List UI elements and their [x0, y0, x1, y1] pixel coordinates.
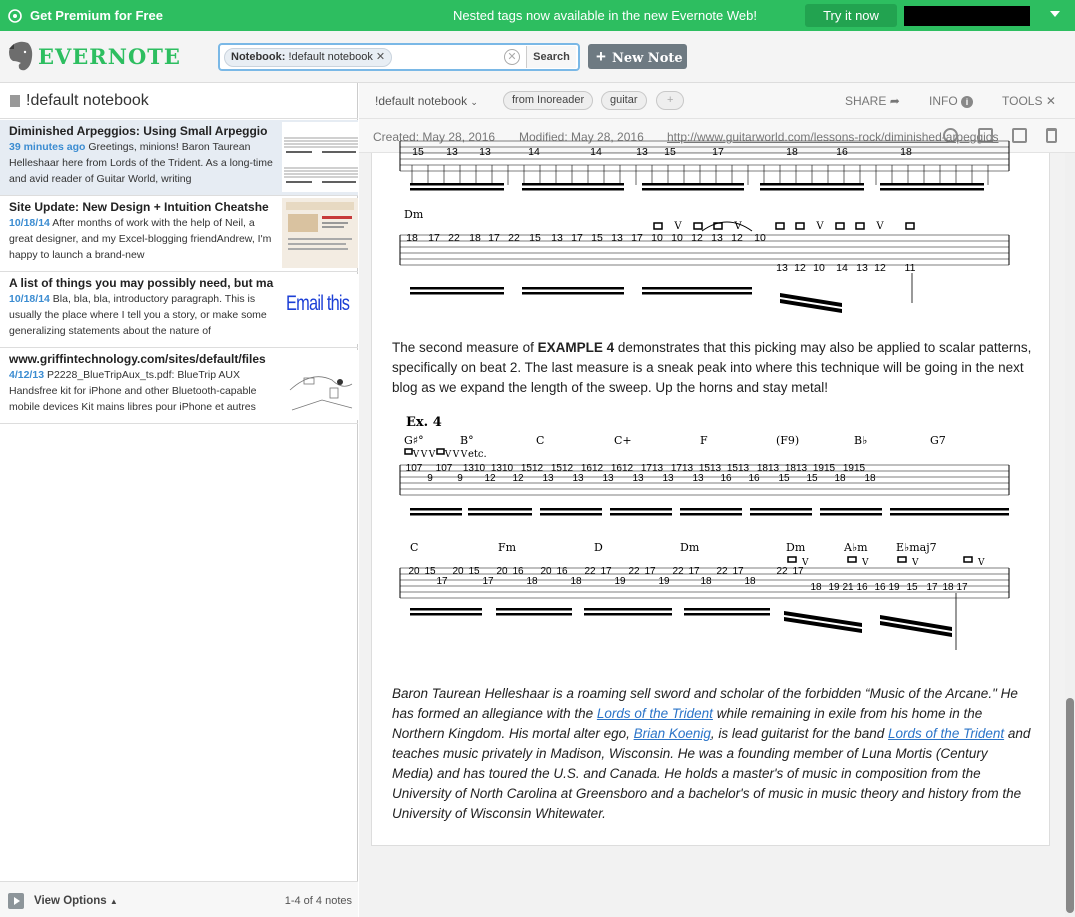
tab1-fret: 13 [611, 232, 623, 244]
view-options-label: View Options [34, 895, 107, 907]
tab2-pick-up: V [460, 450, 468, 460]
tab3-fret: 22 [672, 566, 684, 577]
tab3-fret: 17 [688, 566, 700, 577]
lords-of-trident-link-2[interactable]: Lords of the Trident [888, 726, 1005, 741]
info-icon: i [961, 96, 973, 108]
tab3-pick-up: V [862, 558, 869, 568]
tab2-beam [610, 508, 672, 511]
tab2-fret: 13 [602, 473, 614, 484]
tab3-fret: 17 [436, 576, 448, 587]
tab3-chord-label: Dm [786, 541, 806, 554]
note-count: 1-4 of 4 notes [284, 895, 352, 907]
tab1-pick-up: V [674, 221, 682, 232]
notebook-header [0, 83, 358, 119]
note-list-panel [0, 83, 358, 917]
tab3-fret: 17 [600, 566, 612, 577]
tab3-fret: 20 [496, 566, 508, 577]
note-snippet-text: Bla, bla, bla, introductory paragraph. This is usually the place where I tell you a story, or make some generalizing statements about the nature of [9, 293, 267, 337]
get-premium-label: Get Premium for Free [30, 8, 163, 23]
tab2-pick-down [437, 449, 444, 454]
tab2-fret: 1713 [670, 463, 694, 474]
tab1-fret: 12 [731, 232, 743, 244]
try-it-now-button[interactable]: Try it now [805, 4, 897, 27]
note-date: 10/18/14 [9, 217, 50, 229]
tab1-fret: 17 [488, 232, 500, 244]
tab3-fret: 20 [540, 566, 552, 577]
app-header [0, 31, 1075, 83]
created-date: Created: May 28, 2016 [373, 130, 496, 144]
tab2-pick-up: V [452, 450, 460, 460]
tab0-fret: 18 [786, 146, 798, 158]
tab1-slur [702, 222, 752, 231]
tab3-fret: 18 [526, 576, 538, 587]
tab2-fret: 1513 [698, 463, 722, 474]
tab1-fret: 22 [508, 232, 520, 244]
notebook-filter-tag[interactable] [224, 48, 392, 67]
tab2-fret: 9 [457, 473, 463, 484]
tab2-fret: 13 [572, 473, 584, 484]
note-snippet [9, 139, 279, 187]
tab3-fret: 16 [512, 566, 524, 577]
tab2-chord-label: G♯° [404, 434, 424, 447]
tab3-beam [410, 613, 482, 616]
tab1-beam [642, 292, 752, 295]
tab1-fret: 12 [874, 262, 886, 274]
tab1-fret: 10 [671, 232, 683, 244]
tab3-fret: 22 [776, 566, 788, 577]
tab3-fret: 16 [556, 566, 568, 577]
tab0-fret: 13 [479, 146, 491, 158]
tab2-fret: 16 [748, 473, 760, 484]
share-arrow-icon: ➦ [889, 94, 900, 108]
tab3-beam [684, 608, 770, 611]
tab0-beam [522, 188, 624, 191]
author-bio: Baron Taurean Helleshaar is a roaming sell sword and scholar of the forbidden “Music of the Arcane." He has formed an allegiance with the Lords of the Trident while remaining in exile from his home in the Northern Kingdom. His mortal alter ego, Brian Koenig, is lead guitarist for the band Lords of the Trident and teaches music privately in Madison, Wisconsin. He was a founding member of Luna Mortis (Century Media) and has toured the U.S. and Canada. He holds a master's of music in composition from the University of North Carolina at Greensboro and a bachelor's of music in music theory and history from the University of Wisconsin Whitewater. [392, 686, 1031, 821]
tab1-beam [642, 287, 752, 290]
tab1-fret: 13 [711, 232, 723, 244]
tab1-pick-down [906, 223, 914, 229]
tab3-chord-label: C [410, 541, 419, 554]
tab1-beam [522, 287, 624, 290]
new-note-label: New Note [611, 51, 683, 66]
tab3-fret: 22 [584, 566, 596, 577]
info-label: INFO [929, 94, 958, 108]
note-snippet-text: After months of work with the help of Neil, a great designer, and my Excel-blogging friendAndrew, I'm happy to launch a brand-new [9, 217, 272, 261]
tab1-pick-down [836, 223, 844, 229]
note-thumbnail [282, 122, 358, 192]
note-thumbnail [282, 198, 358, 268]
clear-search-icon[interactable]: ✕ [504, 49, 520, 65]
view-options-icon[interactable] [8, 893, 24, 909]
share-label: SHARE [845, 94, 887, 108]
note-title: Diminished Arpeggios: Using Small Arpeggio [9, 124, 268, 138]
tab1-pick-down [654, 223, 662, 229]
tab2-beam [750, 513, 812, 516]
tab3-fret: 17 [482, 576, 494, 587]
note-thumbnail [282, 274, 358, 344]
tab3-fret: 22 [716, 566, 728, 577]
tab0-fret: 14 [590, 146, 602, 158]
tab2-fret: 107 [435, 463, 453, 474]
tab3-beam [684, 613, 770, 616]
note-thumbnail [282, 350, 358, 420]
note-snippet [9, 367, 279, 415]
tab2-fret: 12 [512, 473, 524, 484]
tab2-fret: 1813 [756, 463, 780, 474]
tab1-fret: 13 [551, 232, 563, 244]
tab2-fret: 1513 [726, 463, 750, 474]
notebook-icon [10, 95, 20, 107]
tab2-chord-label: B° [460, 434, 474, 447]
tab3-fret: 19 [888, 582, 900, 593]
tab3-chord-label: D [594, 541, 603, 554]
tab2-beam [468, 508, 532, 511]
tab2-fret: 13 [632, 473, 644, 484]
tab0-fret: 16 [836, 146, 848, 158]
tab1-chord-label: Dm [404, 208, 424, 221]
tab1-fret: 17 [428, 232, 440, 244]
note-toolbar [359, 83, 1075, 119]
tab3-chord-label: Dm [680, 541, 700, 554]
tab3-fret: 17 [644, 566, 656, 577]
tab2-example-label: Ex. 4 [406, 415, 442, 430]
note-editor-panel [359, 83, 1075, 917]
tab3-fret: 20 [452, 566, 464, 577]
tab3-pick-up: V [802, 558, 809, 568]
tab3-fret: 17 [792, 566, 804, 577]
scrollbar-thumb[interactable] [1066, 698, 1074, 913]
tab3-fret: 16 [874, 582, 886, 593]
tab0-beam [410, 183, 504, 186]
view-options-button[interactable] [34, 895, 118, 907]
tab2-fret: 1512 [550, 463, 574, 474]
tools-label: TOOLS [1002, 94, 1043, 108]
tab2-fret: 18 [864, 473, 876, 484]
tab0-fret: 15 [412, 146, 424, 158]
search-box[interactable] [218, 43, 580, 71]
tab1-fret: 18 [469, 232, 481, 244]
tab2-chord-label: C+ [614, 434, 632, 447]
note-content [371, 146, 1050, 846]
tab1-fret: 11 [904, 262, 916, 274]
tab3-pick-down [898, 557, 906, 562]
note-date: 4/12/13 [9, 369, 45, 381]
note-snippet-text: Greetings, minions! Baron Taurean Helleshaar here from Lords of the Trident. As a long-time and avid reader of Guitar World, writing [9, 141, 273, 185]
close-icon[interactable]: ✕ [1045, 94, 1056, 108]
tab2-fret: 13 [542, 473, 554, 484]
tab3-fret: 17 [956, 582, 968, 593]
lords-of-trident-link[interactable]: Lords of the Trident [596, 706, 713, 721]
tab1-pick-down [796, 223, 804, 229]
tab2-pick-up: V [420, 450, 428, 460]
caret-up-icon: ▲ [109, 897, 118, 906]
remove-filter-icon[interactable]: ✕ [375, 51, 386, 63]
share-button[interactable] [845, 94, 900, 108]
tab0-fret: 13 [446, 146, 458, 158]
tab3-pick-down [848, 557, 856, 562]
tab3-pick-down [788, 557, 796, 562]
tab2-beam [890, 508, 1009, 511]
tab3-beam [584, 608, 672, 611]
tab3-chord-label: A♭m [844, 541, 868, 554]
tab2-chord-label: F [700, 434, 708, 447]
tab3-fret: 19 [658, 576, 670, 587]
elephant-logo-icon [8, 40, 34, 72]
tab2-pick-up: V [412, 450, 420, 460]
notebook-selector-label: !default notebook [375, 94, 468, 108]
tab2-fret: 1512 [520, 463, 544, 474]
tab3-fret: 18 [942, 582, 954, 593]
tab1-pick-up: V [816, 221, 824, 232]
tab3-beam [584, 613, 672, 616]
tab3-chord-label: Fm [498, 541, 517, 554]
note-date: 39 minutes ago [9, 141, 86, 153]
brian-koenig-link[interactable]: Brian Koenig [633, 726, 711, 741]
promo-message: Nested tags now available in the new Evernote Web! [453, 8, 757, 23]
note-snippet [9, 291, 279, 339]
tab3-beam [410, 608, 482, 611]
email-this-thumbnail-text: Email this [286, 292, 350, 315]
filter-label: Notebook: [231, 51, 286, 63]
tab0-beam [642, 183, 744, 186]
logo-wordmark: EVERNOTE [38, 43, 181, 69]
tab2-fret: 1813 [784, 463, 808, 474]
modified-date: Modified: May 28, 2016 [519, 130, 644, 144]
tab1-fret: 10 [813, 262, 825, 274]
tab3-fret: 15 [424, 566, 436, 577]
tools-button[interactable] [1002, 94, 1056, 108]
tab2-beam [410, 513, 462, 516]
tab2-beam [410, 508, 462, 511]
get-premium-link[interactable] [0, 8, 163, 23]
note-list-item[interactable] [0, 348, 358, 424]
tab3-fret: 20 [408, 566, 420, 577]
tab2-fret: 1612 [580, 463, 604, 474]
tab2-fret: 1310 [490, 463, 514, 474]
tab1-fret: 22 [448, 232, 460, 244]
tab1-beam [410, 287, 504, 290]
plus-icon: + [596, 47, 606, 66]
note-snippet-text: P2228_BlueTripAux_ts.pdf: BlueTrip AUX Handsfree kit for iPhone and other Bluetooth-capable mobile devices Kit mains libres pour iPhone et autres [9, 369, 257, 413]
tab2-fret: 9 [427, 473, 433, 484]
tab1-fret: 13 [776, 262, 788, 274]
tab2-beam [540, 513, 602, 516]
tab0-beam [880, 188, 984, 191]
tab1-beam [522, 292, 624, 295]
tab2-fret: 18 [834, 473, 846, 484]
tab2-beam [750, 508, 812, 511]
tab3-fret: 21 [842, 582, 854, 593]
tag-pill[interactable]: from Inoreader [503, 91, 593, 110]
tab3-pick-down [964, 557, 972, 562]
tab1-pick-down [856, 223, 864, 229]
tab1-pick-down [694, 223, 702, 229]
expand-icon[interactable] [1012, 128, 1027, 143]
tab2-beam [820, 508, 882, 511]
tab2-fret: 1612 [610, 463, 634, 474]
tab2-fret: 1915 [812, 463, 836, 474]
tab3-beam [496, 613, 572, 616]
tab2-fret: 13 [692, 473, 704, 484]
tab1-fret: 15 [591, 232, 603, 244]
tab2-fret: 107 [405, 463, 423, 474]
tab1-pick-down [776, 223, 784, 229]
tab2-fret: 16 [720, 473, 732, 484]
example4-paragraph: The second measure of EXAMPLE 4 demonstrates that this picking may also be applied to scalar patterns, specifically on beat 2. The last measure is a sneak peak into where this technique will be going in the next blog as we expand the length of the sweep. Up the horns and stay metal! [392, 340, 1032, 395]
tab1-pick-up: V [734, 221, 742, 232]
gift-icon [8, 9, 22, 23]
tab2-chord-label: C [536, 434, 545, 447]
tab1-fret: 12 [794, 262, 806, 274]
search-button[interactable]: Search [526, 46, 576, 68]
tab0-fret: 15 [664, 146, 676, 158]
tab3-fret: 15 [468, 566, 480, 577]
tab0-fret: 17 [712, 146, 724, 158]
source-url-link[interactable]: http://www.guitarworld.com/lessons-rock/diminished-arpeggios [667, 130, 999, 144]
note-list-item[interactable] [0, 120, 358, 196]
tab2-pick-up: V [428, 450, 436, 460]
tab0-beam [522, 183, 624, 186]
tab2-fret: 12 [484, 473, 496, 484]
add-tag-button[interactable]: + [656, 91, 684, 110]
notebook-title: !default notebook [26, 91, 149, 109]
tab2-beam [680, 508, 742, 511]
tab3-fret: 17 [926, 582, 938, 593]
tab1-fret: 14 [836, 262, 848, 274]
tab3-fret: 19 [614, 576, 626, 587]
tab3-pick-up: V [912, 558, 919, 568]
tab0-beam [760, 188, 864, 191]
tab3-beam [496, 608, 572, 611]
vertical-scrollbar[interactable] [1065, 153, 1075, 917]
tab2-chord-label: G7 [930, 434, 946, 447]
tab0-fret: 18 [900, 146, 912, 158]
tab1-fret: 12 [691, 232, 703, 244]
tab3-fret: 15 [906, 582, 918, 593]
trash-icon[interactable] [1046, 128, 1057, 143]
tab3-fret: 16 [856, 582, 868, 593]
tab3-fret: 18 [810, 582, 822, 593]
tab2-chord-label: B♭ [854, 434, 868, 447]
tab1-fret: 13 [856, 262, 868, 274]
tab3-fret: 17 [732, 566, 744, 577]
note-list-footer [0, 881, 358, 917]
tab2-fret: 15 [778, 473, 790, 484]
note-title: A list of things you may possibly need, but ma [9, 276, 274, 290]
tab3-chord-label: E♭maj7 [896, 541, 937, 554]
tab2-fret: 13 [662, 473, 674, 484]
tab3-fret: 18 [700, 576, 712, 587]
tab2-beam [468, 513, 532, 516]
new-note-button[interactable] [588, 44, 687, 69]
tab2-chord-label: (F9) [776, 434, 800, 447]
tab2-beam [610, 513, 672, 516]
tab1-beam [410, 292, 504, 295]
tab2-pick-up: V [444, 450, 452, 460]
note-date: 10/18/14 [9, 293, 50, 305]
tab1-fret: 15 [529, 232, 541, 244]
note-list-item[interactable] [0, 196, 358, 272]
note-title: Site Update: New Design + Intuition Cheatshe [9, 200, 269, 214]
tab1-fret: 17 [631, 232, 643, 244]
note-title: www.griffintechnology.com/sites/default/files [9, 352, 266, 366]
tab2-fret: 15 [806, 473, 818, 484]
tab3-fret: 18 [744, 576, 756, 587]
note-snippet [9, 215, 279, 263]
filter-value: !default notebook [288, 51, 373, 63]
tab0-beam [642, 188, 744, 191]
tab1-fret: 10 [651, 232, 663, 244]
info-button[interactable] [929, 94, 973, 108]
tab2-beam [890, 513, 1009, 516]
tab3-fret: 18 [570, 576, 582, 587]
tag-pill[interactable]: guitar [601, 91, 647, 110]
tab1-fret: 17 [571, 232, 583, 244]
tab2-fret: 1310 [462, 463, 486, 474]
tab0-beam [410, 188, 504, 191]
tab1-pick-up: V [876, 221, 884, 232]
tab0-beam [880, 183, 984, 186]
notebook-selector[interactable] [375, 94, 478, 108]
tab2-beam [820, 513, 882, 516]
account-name-redacted[interactable] [904, 6, 1030, 26]
evernote-logo[interactable] [8, 40, 181, 72]
tab3-pick-up: V [978, 558, 985, 568]
tab2-fret: 1915 [842, 463, 866, 474]
tab2-beam [540, 508, 602, 511]
tab2-beam [680, 513, 742, 516]
tab3-fret: 19 [828, 582, 840, 593]
promo-bar [0, 0, 1075, 31]
tab1-fret: 18 [406, 232, 418, 244]
chevron-down-icon: ⌄ [470, 97, 478, 107]
note-list-item[interactable] [0, 272, 358, 348]
tab2-fret: 1713 [640, 463, 664, 474]
tab0-fret: 13 [636, 146, 648, 158]
tab2-pick-down [405, 449, 412, 454]
tab2-etc-label: etc. [468, 449, 487, 460]
tab1-fret: 10 [754, 232, 766, 244]
tab0-fret: 14 [528, 146, 540, 158]
account-dropdown-icon[interactable] [1050, 11, 1060, 17]
tab3-fret: 22 [628, 566, 640, 577]
